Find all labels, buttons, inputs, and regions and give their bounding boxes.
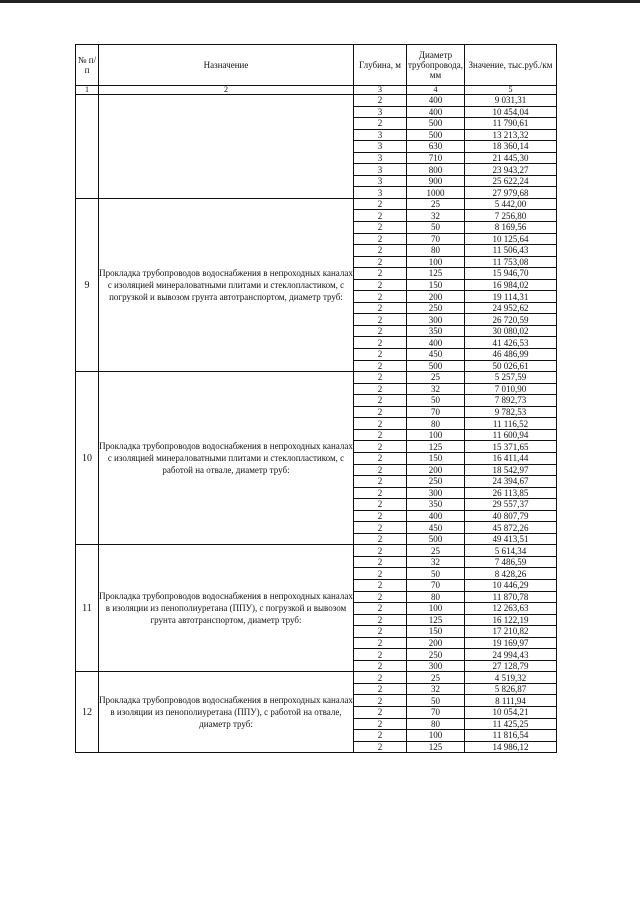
depth-cell: 2 (354, 672, 407, 684)
value-cell: 11 753,08 (465, 256, 557, 268)
value-cell: 8 428,26 (465, 568, 557, 580)
depth-cell: 2 (354, 233, 407, 245)
value-cell: 8 111,94 (465, 695, 557, 707)
header-value: Значение, тыс.руб./км (465, 45, 557, 86)
value-cell: 5 257,59 (465, 372, 557, 384)
depth-cell: 2 (354, 464, 407, 476)
diameter-cell: 80 (407, 418, 465, 430)
depth-cell: 2 (354, 441, 407, 453)
depth-cell: 3 (354, 129, 407, 141)
value-cell: 11 506,43 (465, 245, 557, 257)
value-cell: 24 994,43 (465, 649, 557, 661)
depth-cell: 2 (354, 487, 407, 499)
value-cell: 26 720,59 (465, 314, 557, 326)
diameter-cell: 100 (407, 429, 465, 441)
value-cell: 18 542,97 (465, 464, 557, 476)
diameter-cell: 80 (407, 245, 465, 257)
value-cell: 7 892,73 (465, 395, 557, 407)
header-number: № п/п (76, 45, 99, 86)
diameter-cell: 400 (407, 337, 465, 349)
table-row (76, 198, 557, 210)
depth-cell: 3 (354, 106, 407, 118)
value-cell: 41 426,53 (465, 337, 557, 349)
diameter-cell: 50 (407, 568, 465, 580)
value-cell: 50 026,61 (465, 360, 557, 372)
diameter-cell: 125 (407, 741, 465, 753)
value-cell: 9 782,53 (465, 406, 557, 418)
diameter-cell: 125 (407, 614, 465, 626)
depth-cell: 2 (354, 360, 407, 372)
diameter-cell: 70 (407, 406, 465, 418)
depth-cell: 2 (354, 626, 407, 638)
item-description: Прокладка трубопроводов водоснабжения в непроходных каналах с изоляцией минераловатными плитами и стеклопластиком, с погрузкой и вывозом грунта автотранспортом, диаметр труб: (99, 198, 354, 371)
diameter-cell: 100 (407, 730, 465, 742)
diameter-cell: 350 (407, 325, 465, 337)
value-cell: 19 114,31 (465, 291, 557, 303)
depth-cell: 2 (354, 706, 407, 718)
depth-cell: 2 (354, 95, 407, 107)
depth-cell: 2 (354, 291, 407, 303)
diameter-cell: 100 (407, 603, 465, 615)
table-row (76, 95, 557, 107)
diameter-cell: 50 (407, 695, 465, 707)
value-cell: 29 557,37 (465, 499, 557, 511)
value-cell: 15 946,70 (465, 268, 557, 280)
item-number: 9 (76, 198, 99, 371)
depth-cell: 2 (354, 302, 407, 314)
value-cell: 4 519,32 (465, 672, 557, 684)
value-cell: 11 600,94 (465, 429, 557, 441)
depth-cell: 3 (354, 141, 407, 153)
header-depth: Глубина, м (354, 45, 407, 86)
table-row (76, 545, 557, 557)
depth-cell: 2 (354, 268, 407, 280)
depth-cell: 3 (354, 175, 407, 187)
diameter-cell: 250 (407, 649, 465, 661)
diameter-cell: 450 (407, 349, 465, 361)
diameter-cell: 800 (407, 164, 465, 176)
value-cell: 11 816,54 (465, 730, 557, 742)
depth-cell: 2 (354, 476, 407, 488)
depth-cell: 2 (354, 637, 407, 649)
diameter-cell: 70 (407, 233, 465, 245)
value-cell: 21 445,30 (465, 152, 557, 164)
depth-cell: 3 (354, 187, 407, 199)
value-cell: 5 442,00 (465, 198, 557, 210)
diameter-cell: 150 (407, 626, 465, 638)
depth-cell: 2 (354, 452, 407, 464)
diameter-cell: 900 (407, 175, 465, 187)
item-description: Прокладка трубопроводов водоснабжения в непроходных каналах в изоляции из пенополиуретана (ППУ), с погрузкой и вывозом грунта автотранспортом, диаметр труб: (99, 545, 354, 672)
diameter-cell: 630 (407, 141, 465, 153)
depth-cell: 2 (354, 406, 407, 418)
header-row (76, 45, 557, 86)
column-number-1: 1 (76, 86, 99, 95)
diameter-cell: 500 (407, 129, 465, 141)
depth-cell: 2 (354, 660, 407, 672)
diameter-cell: 50 (407, 395, 465, 407)
depth-cell: 3 (354, 152, 407, 164)
item-description: Прокладка трубопроводов водоснабжения в непроходных каналах с изоляцией минераловатными плитами и стеклопластиком, с работой на отвале, диаметр труб: (99, 372, 354, 545)
value-cell: 13 213,32 (465, 129, 557, 141)
depth-cell: 2 (354, 533, 407, 545)
value-cell: 25 622,24 (465, 175, 557, 187)
diameter-cell: 25 (407, 372, 465, 384)
depth-cell: 2 (354, 499, 407, 511)
column-number-row (76, 86, 557, 95)
diameter-cell: 125 (407, 441, 465, 453)
depth-cell: 2 (354, 649, 407, 661)
diameter-cell: 25 (407, 672, 465, 684)
item-number: 10 (76, 372, 99, 545)
depth-cell: 2 (354, 118, 407, 130)
value-cell: 46 486,99 (465, 349, 557, 361)
depth-cell: 2 (354, 210, 407, 222)
value-cell: 26 113,85 (465, 487, 557, 499)
value-cell: 49 413,51 (465, 533, 557, 545)
diameter-cell: 100 (407, 256, 465, 268)
diameter-cell: 300 (407, 487, 465, 499)
depth-cell: 2 (354, 325, 407, 337)
value-cell: 17 210,82 (465, 626, 557, 638)
item-number: 12 (76, 672, 99, 753)
top-border-line (0, 0, 640, 3)
depth-cell: 2 (354, 603, 407, 615)
diameter-cell: 70 (407, 579, 465, 591)
table-row (76, 372, 557, 384)
value-cell: 45 872,26 (465, 522, 557, 534)
diameter-cell: 200 (407, 291, 465, 303)
diameter-cell: 500 (407, 118, 465, 130)
diameter-cell: 200 (407, 637, 465, 649)
value-cell: 7 486,59 (465, 556, 557, 568)
value-cell: 14 986,12 (465, 741, 557, 753)
value-cell: 15 371,65 (465, 441, 557, 453)
diameter-cell: 450 (407, 522, 465, 534)
depth-cell: 2 (354, 510, 407, 522)
depth-cell: 2 (354, 222, 407, 234)
diameter-cell: 150 (407, 279, 465, 291)
diameter-cell: 400 (407, 510, 465, 522)
item-number (76, 95, 99, 199)
depth-cell: 2 (354, 614, 407, 626)
value-cell: 9 031,31 (465, 95, 557, 107)
diameter-cell: 400 (407, 95, 465, 107)
column-number-5: 5 (465, 86, 557, 95)
diameter-cell: 200 (407, 464, 465, 476)
depth-cell: 2 (354, 522, 407, 534)
diameter-cell: 500 (407, 533, 465, 545)
depth-cell: 2 (354, 198, 407, 210)
depth-cell: 2 (354, 383, 407, 395)
depth-cell: 2 (354, 279, 407, 291)
depth-cell: 2 (354, 545, 407, 557)
table-body (76, 95, 557, 753)
value-cell: 11 790,61 (465, 118, 557, 130)
value-cell: 24 952,62 (465, 302, 557, 314)
value-cell: 5 826,87 (465, 683, 557, 695)
value-cell: 40 807,79 (465, 510, 557, 522)
depth-cell: 2 (354, 256, 407, 268)
value-cell: 10 454,04 (465, 106, 557, 118)
value-cell: 24 394,67 (465, 476, 557, 488)
depth-cell: 2 (354, 568, 407, 580)
value-cell: 10 125,64 (465, 233, 557, 245)
depth-cell: 2 (354, 395, 407, 407)
item-description: Прокладка трубопроводов водоснабжения в непроходных каналах в изоляции из пенополиуретана (ППУ), с работой на отвале, диаметр труб: (99, 672, 354, 753)
header-purpose: Назначение (99, 45, 354, 86)
column-number-4: 4 (407, 86, 465, 95)
diameter-cell: 70 (407, 706, 465, 718)
depth-cell: 2 (354, 349, 407, 361)
diameter-cell: 50 (407, 222, 465, 234)
value-cell: 27 979,68 (465, 187, 557, 199)
depth-cell: 2 (354, 245, 407, 257)
value-cell: 16 411,44 (465, 452, 557, 464)
depth-cell: 3 (354, 164, 407, 176)
diameter-cell: 500 (407, 360, 465, 372)
value-cell: 23 943,27 (465, 164, 557, 176)
item-description (99, 95, 354, 199)
diameter-cell: 250 (407, 302, 465, 314)
depth-cell: 2 (354, 314, 407, 326)
depth-cell: 2 (354, 741, 407, 753)
depth-cell: 2 (354, 683, 407, 695)
pipeline-cost-table (75, 44, 557, 753)
depth-cell: 2 (354, 556, 407, 568)
depth-cell: 2 (354, 718, 407, 730)
value-cell: 12 263,63 (465, 603, 557, 615)
diameter-cell: 25 (407, 545, 465, 557)
table-row (76, 672, 557, 684)
diameter-cell: 710 (407, 152, 465, 164)
diameter-cell: 300 (407, 314, 465, 326)
value-cell: 27 128,79 (465, 660, 557, 672)
header-diameter: Диаметр трубопровода, мм (407, 45, 465, 86)
column-number-2: 2 (99, 86, 354, 95)
value-cell: 11 116,52 (465, 418, 557, 430)
column-number-3: 3 (354, 86, 407, 95)
value-cell: 18 360,14 (465, 141, 557, 153)
value-cell: 10 054,21 (465, 706, 557, 718)
diameter-cell: 80 (407, 718, 465, 730)
depth-cell: 2 (354, 730, 407, 742)
depth-cell: 2 (354, 591, 407, 603)
depth-cell: 2 (354, 337, 407, 349)
value-cell: 8 169,56 (465, 222, 557, 234)
diameter-cell: 32 (407, 383, 465, 395)
value-cell: 11 425,25 (465, 718, 557, 730)
item-number: 11 (76, 545, 99, 672)
diameter-cell: 32 (407, 683, 465, 695)
value-cell: 7 256,80 (465, 210, 557, 222)
diameter-cell: 32 (407, 210, 465, 222)
diameter-cell: 25 (407, 198, 465, 210)
diameter-cell: 32 (407, 556, 465, 568)
diameter-cell: 80 (407, 591, 465, 603)
diameter-cell: 125 (407, 268, 465, 280)
value-cell: 16 122,19 (465, 614, 557, 626)
diameter-cell: 1000 (407, 187, 465, 199)
depth-cell: 2 (354, 695, 407, 707)
value-cell: 30 080,02 (465, 325, 557, 337)
value-cell: 16 984,02 (465, 279, 557, 291)
depth-cell: 2 (354, 372, 407, 384)
value-cell: 5 614,34 (465, 545, 557, 557)
depth-cell: 2 (354, 429, 407, 441)
value-cell: 11 870,78 (465, 591, 557, 603)
value-cell: 7 010,90 (465, 383, 557, 395)
depth-cell: 2 (354, 579, 407, 591)
diameter-cell: 250 (407, 476, 465, 488)
depth-cell: 2 (354, 418, 407, 430)
diameter-cell: 150 (407, 452, 465, 464)
value-cell: 10 446,29 (465, 579, 557, 591)
value-cell: 19 169,97 (465, 637, 557, 649)
diameter-cell: 400 (407, 106, 465, 118)
diameter-cell: 350 (407, 499, 465, 511)
diameter-cell: 300 (407, 660, 465, 672)
